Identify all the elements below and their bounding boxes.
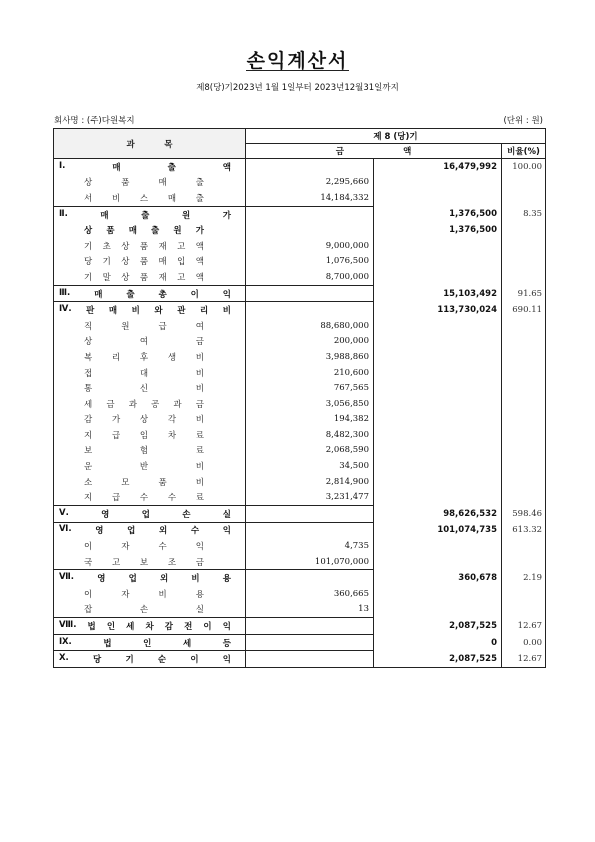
detail-amount: 194,382 [246,412,374,428]
account-name-cell [54,634,246,651]
ratio-percent [502,458,546,474]
item-row [54,365,546,381]
detail-amount [246,285,374,302]
item-row [54,489,546,505]
item-row [54,222,546,238]
account-name-cell [54,175,246,191]
account-name: Ⅳ. 판 매 비 와 관 리 비 [59,304,231,317]
item-row [54,586,546,602]
account-name-cell [54,365,246,381]
detail-amount: 14,184,332 [246,190,374,206]
detail-amount: 13 [246,602,374,618]
detail-amount [246,522,374,538]
ratio-percent: 613.32 [502,522,546,538]
ratio-percent [502,586,546,602]
account-name: Ⅱ. 매 출 원 가 [59,208,231,221]
ratio-percent [502,380,546,396]
account-name-cell [54,285,246,302]
item-row [54,458,546,474]
account-name-cell [54,349,246,365]
total-amount: 2,087,525 [374,618,502,635]
account-name: Ⅰ. 매 출 액 [59,160,231,173]
account-name: Ⅲ. 매 출 총 이 익 [59,287,231,300]
item-row [54,269,546,285]
ratio-percent [502,443,546,459]
item-row [54,190,546,206]
account-name: Ⅹ. 당 기 순 이 익 [59,653,231,666]
ratio-percent [502,427,546,443]
ratio-percent: 598.46 [502,506,546,523]
ratio-percent [502,474,546,490]
account-name: Ⅷ. 법 인 세 차 감 전 이 익 [59,620,231,633]
item-row [54,334,546,350]
account-name-cell [54,586,246,602]
detail-amount: 767,565 [246,380,374,396]
account-name: 세 금 과 공 과 금 [84,399,204,410]
account-name-cell [54,334,246,350]
account-name: Ⅸ. 법 인 세 등 [59,636,231,649]
total-amount [374,538,502,554]
company-name: 회사명 : (주)다원복지 [54,116,135,126]
ratio-percent [502,334,546,350]
item-row [54,396,546,412]
detail-amount [246,570,374,586]
title-underline [246,70,349,71]
account-name: 서 비 스 매 출 [84,193,204,204]
detail-amount: 2,814,900 [246,474,374,490]
section-row [54,285,546,302]
account-name-cell [54,651,246,668]
ratio-percent [502,222,546,238]
ratio-percent [502,318,546,334]
account-name-cell [54,458,246,474]
section-row [54,159,546,175]
total-amount [374,380,502,396]
account-name-cell [54,554,246,570]
detail-amount [246,618,374,635]
ratio-percent [502,238,546,254]
detail-amount [246,506,374,523]
statement-title: 손익계산서 [246,50,349,72]
account-name-cell [54,538,246,554]
account-name: 기 말 상 품 재 고 액 [84,272,204,283]
total-amount: 2,087,525 [374,651,502,668]
account-name-cell [54,522,246,538]
detail-amount: 2,068,590 [246,443,374,459]
ratio-percent: 690.11 [502,302,546,318]
ratio-percent [502,489,546,505]
detail-amount [246,302,374,318]
total-amount [374,365,502,381]
fiscal-period: 제8(당)기2023년 1월 1일부터 2023년12월31일까지 [196,83,399,93]
ratio-percent [502,254,546,270]
total-amount [374,602,502,618]
account-name-cell [54,159,246,175]
item-row [54,427,546,443]
account-name-cell [54,618,246,635]
ratio-percent [502,602,546,618]
section-row [54,651,546,668]
detail-amount: 88,680,000 [246,318,374,334]
item-row [54,349,546,365]
item-row [54,380,546,396]
total-amount [374,474,502,490]
total-amount [374,254,502,270]
account-name: 복 리 후 생 비 [84,352,204,363]
detail-amount: 34,500 [246,458,374,474]
account-name-cell [54,302,246,318]
income-statement-table [53,128,546,668]
account-name-cell [54,318,246,334]
total-amount [374,443,502,459]
ratio-percent: 12.67 [502,618,546,635]
account-name-cell [54,380,246,396]
ratio-percent [502,538,546,554]
section-row [54,618,546,635]
item-row [54,318,546,334]
account-name: 보 험 료 [84,446,204,457]
account-name: 접 대 비 [84,368,204,379]
ratio-percent: 0.00 [502,634,546,651]
ratio-percent [502,349,546,365]
total-amount [374,489,502,505]
item-row [54,538,546,554]
detail-amount [246,206,374,222]
account-name: 국 고 보 조 금 [84,557,204,568]
account-name-cell [54,254,246,270]
ratio-percent [502,190,546,206]
ratio-percent [502,269,546,285]
total-amount [374,396,502,412]
detail-amount: 101,070,000 [246,554,374,570]
item-row [54,602,546,618]
detail-amount: 2,295,660 [246,175,374,191]
account-name-cell [54,206,246,222]
account-name-cell [54,570,246,586]
section-row [54,506,546,523]
account-name: 지 급 임 차 료 [84,430,204,441]
total-amount [374,190,502,206]
account-name: Ⅶ. 영 업 외 비 용 [59,572,231,585]
item-row [54,554,546,570]
item-row [54,238,546,254]
total-amount: 0 [374,634,502,651]
ratio-percent [502,175,546,191]
total-amount: 360,678 [374,570,502,586]
account-name-cell [54,412,246,428]
total-amount [374,175,502,191]
ratio-percent [502,412,546,428]
account-name: 상 품 매 출 [84,178,204,189]
account-name: 이 자 비 용 [84,589,204,600]
total-amount [374,427,502,443]
section-row [54,634,546,651]
total-amount [374,318,502,334]
total-amount: 1,376,500 [374,206,502,222]
account-name-cell [54,190,246,206]
item-row [54,443,546,459]
ratio-percent [502,554,546,570]
detail-amount: 3,231,477 [246,489,374,505]
account-name-cell [54,602,246,618]
total-amount [374,412,502,428]
detail-amount: 200,000 [246,334,374,350]
section-row [54,206,546,222]
ratio-percent: 100.00 [502,159,546,175]
header-period: 제 8 (당)기 [246,129,546,144]
account-name-cell [54,238,246,254]
detail-amount: 210,600 [246,365,374,381]
ratio-percent: 8.35 [502,206,546,222]
total-amount [374,554,502,570]
detail-amount: 1,076,500 [246,254,374,270]
detail-amount [246,651,374,668]
detail-amount [246,222,374,238]
account-name: 상 품 매 출 원 가 [84,226,204,237]
account-name-cell [54,506,246,523]
item-row [54,474,546,490]
account-name: 상 여 금 [84,337,204,348]
detail-amount [246,634,374,651]
detail-amount: 8,700,000 [246,269,374,285]
account-name-cell [54,222,246,238]
account-name: 운 반 비 [84,462,204,473]
detail-amount: 9,000,000 [246,238,374,254]
total-amount [374,349,502,365]
total-amount [374,586,502,602]
total-amount: 16,479,992 [374,159,502,175]
account-name: 잡 손 실 [84,605,204,616]
ratio-percent [502,396,546,412]
detail-amount: 8,482,300 [246,427,374,443]
currency-unit: (단위 : 원) [503,116,543,126]
account-name: 지 급 수 수 료 [84,493,204,504]
total-amount [374,458,502,474]
detail-amount: 3,988,860 [246,349,374,365]
statement-rows [54,159,546,668]
total-amount [374,269,502,285]
account-name: 당 기 상 품 매 입 액 [84,257,204,268]
account-name: 이 자 수 익 [84,542,204,553]
total-amount [374,238,502,254]
account-name-cell [54,489,246,505]
total-amount: 15,103,492 [374,285,502,302]
ratio-percent [502,365,546,381]
header-amount: 금 액 [246,144,502,159]
detail-amount [246,159,374,175]
total-amount: 113,730,024 [374,302,502,318]
section-row [54,570,546,586]
header-ratio: 비율(%) [502,144,546,159]
account-name-cell [54,474,246,490]
total-amount: 101,074,735 [374,522,502,538]
total-amount [374,334,502,350]
account-name-cell [54,443,246,459]
section-row [54,522,546,538]
header-subject: 과 목 [54,129,246,159]
account-name-cell [54,427,246,443]
account-name: Ⅵ. 영 업 외 수 익 [59,524,231,537]
detail-amount: 4,735 [246,538,374,554]
account-name: 기 초 상 품 재 고 액 [84,241,204,252]
total-amount: 98,626,532 [374,506,502,523]
ratio-percent: 91.65 [502,285,546,302]
account-name: 감 가 상 각 비 [84,415,204,426]
item-row [54,175,546,191]
ratio-percent: 2.19 [502,570,546,586]
ratio-percent: 12.67 [502,651,546,668]
detail-amount: 3,056,850 [246,396,374,412]
item-row [54,412,546,428]
account-name-cell [54,396,246,412]
account-name: 통 신 비 [84,384,204,395]
total-amount: 1,376,500 [374,222,502,238]
account-name: 소 모 품 비 [84,477,204,488]
item-row [54,254,546,270]
section-row [54,302,546,318]
account-name: Ⅴ. 영 업 손 실 [59,507,231,520]
detail-amount: 360,665 [246,586,374,602]
account-name-cell [54,269,246,285]
account-name: 직 원 급 여 [84,321,204,332]
